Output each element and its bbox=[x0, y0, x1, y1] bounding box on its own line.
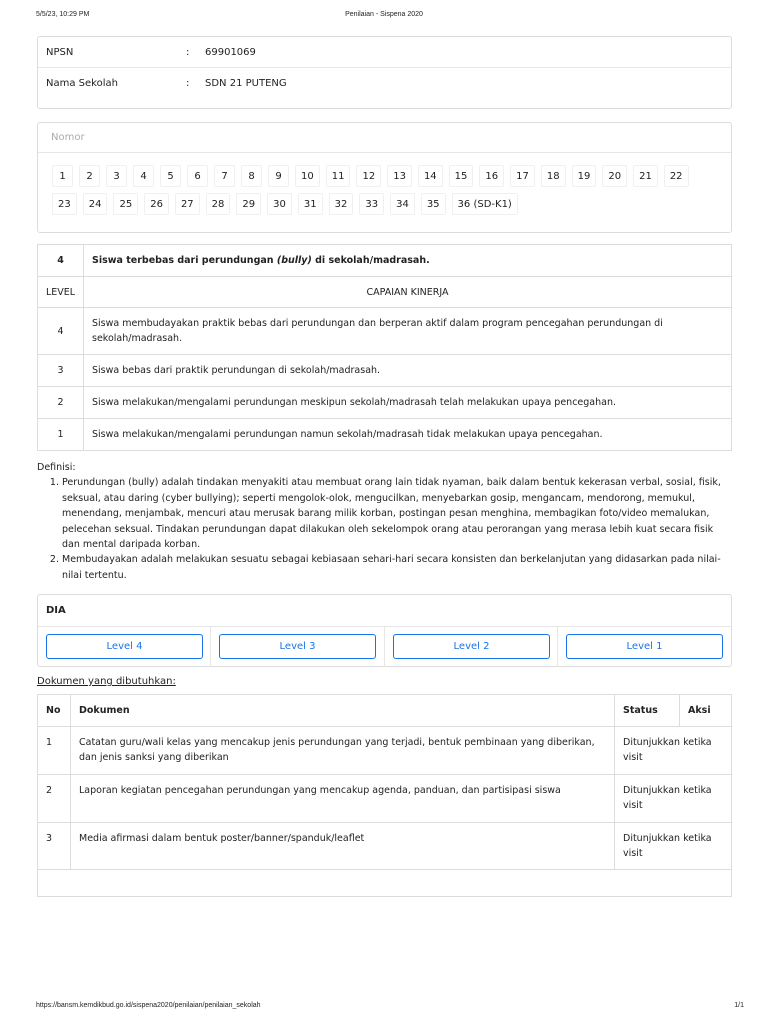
level-row bbox=[38, 387, 732, 419]
definisi-list bbox=[37, 475, 732, 583]
table-row bbox=[38, 727, 732, 775]
level-3-button[interactable]: Level 3 bbox=[219, 634, 376, 659]
school-info-card bbox=[37, 36, 732, 109]
table-row bbox=[38, 774, 732, 822]
nomor-button[interactable]: 27 bbox=[175, 193, 200, 215]
dia-card bbox=[37, 594, 732, 667]
npsn-colon: : bbox=[186, 46, 190, 58]
nomor-button[interactable]: 15 bbox=[449, 165, 474, 187]
definisi-item: 1. Perundungan (bully) adalah tindakan menyakiti atau membuat orang lain tidak nyaman, baik dalam bentuk kekerasan verbal, sosial, fisik, seksual, atau daring (cyber bullying); seperti mengolok-olok, mengucilkan, menyebarkan gosip, mengancam, mendorong, memukul, menendang, menjambak, mencuri atau merusak barang milik korban, postingan pesan menghina, membagikan foto/video memalukan, pelecehan seksual. Tindakan perundungan dapat dilakukan oleh sekelompok orang atau perorangan yang merasa lebih kuat secara fisik dan mental daripada korban. bbox=[62, 475, 732, 552]
doc-status: Ditunjukkan ketika visit bbox=[615, 822, 732, 870]
documents-table bbox=[37, 694, 732, 897]
level-row bbox=[38, 355, 732, 387]
table-footer-row bbox=[38, 870, 732, 897]
level-2-button[interactable]: Level 2 bbox=[393, 634, 550, 659]
level-number: 2 bbox=[38, 387, 84, 419]
nomor-header: Nomor bbox=[38, 123, 731, 153]
level-description: Siswa melakukan/mengalami perundungan meskipun sekolah/madrasah telah melakukan upaya pencegahan. bbox=[84, 387, 732, 419]
nomor-button[interactable]: 11 bbox=[326, 165, 351, 187]
nomor-button[interactable]: 17 bbox=[510, 165, 535, 187]
nomor-row-2 bbox=[52, 193, 524, 215]
table-footer-cell bbox=[38, 870, 732, 897]
definisi-label: Definisi: bbox=[37, 462, 76, 473]
doc-description: Catatan guru/wali kelas yang mencakup jenis perundungan yang terjadi, bentuk pembinaan yang diberikan, dan jenis sanksi yang diberikan bbox=[71, 727, 615, 775]
nomor-button[interactable]: 32 bbox=[329, 193, 354, 215]
nomor-button[interactable]: 29 bbox=[236, 193, 261, 215]
nomor-button[interactable]: 5 bbox=[160, 165, 181, 187]
doc-description: Laporan kegiatan pencegahan perundungan yang mencakup agenda, panduan, dan partisipasi siswa bbox=[71, 774, 615, 822]
nomor-button[interactable]: 35 bbox=[421, 193, 446, 215]
level-row bbox=[38, 419, 732, 451]
col-aksi-header: Aksi bbox=[680, 695, 732, 727]
print-header bbox=[0, 11, 768, 23]
definisi-section bbox=[37, 460, 732, 583]
nomor-button[interactable]: 10 bbox=[295, 165, 320, 187]
nomor-button[interactable]: 2 bbox=[79, 165, 100, 187]
nomor-button[interactable]: 6 bbox=[187, 165, 208, 187]
nomor-button[interactable]: 23 bbox=[52, 193, 77, 215]
level-row bbox=[38, 308, 732, 355]
nomor-button[interactable]: 16 bbox=[479, 165, 504, 187]
definisi-item: 2. Membudayakan adalah melakukan sesuatu sebagai kebiasaan sehari-hari secara konsisten dan berkelanjutan yang didasarkan pada nilai-nilai tertentu. bbox=[62, 552, 732, 583]
doc-no: 2 bbox=[38, 774, 71, 822]
level-description: Siswa bebas dari praktik perundungan di sekolah/madrasah. bbox=[84, 355, 732, 387]
criterion-header-row bbox=[38, 277, 732, 308]
print-datetime: 5/5/23, 10:29 PM bbox=[36, 11, 90, 18]
criterion-title-italic: (bully) bbox=[276, 255, 312, 266]
dokumen-title: Dokumen yang dibutuhkan: bbox=[37, 676, 176, 687]
nomor-button[interactable]: 14 bbox=[418, 165, 443, 187]
nomor-button[interactable]: 19 bbox=[572, 165, 597, 187]
npsn-row bbox=[38, 37, 731, 68]
nomor-button[interactable]: 12 bbox=[356, 165, 381, 187]
documents-header-row bbox=[38, 695, 732, 727]
npsn-value: 69901069 bbox=[205, 46, 256, 58]
nomor-button[interactable]: 8 bbox=[241, 165, 262, 187]
criterion-title-part: Siswa terbebas dari perundungan bbox=[92, 255, 277, 266]
doc-description: Media afirmasi dalam bentuk poster/banner/spanduk/leaflet bbox=[71, 822, 615, 870]
nomor-button[interactable]: 18 bbox=[541, 165, 566, 187]
doc-no: 1 bbox=[38, 727, 71, 775]
criterion-title-part: di sekolah/madrasah. bbox=[311, 255, 430, 266]
criterion-table bbox=[37, 244, 732, 451]
nomor-button[interactable]: 13 bbox=[387, 165, 412, 187]
table-row bbox=[38, 822, 732, 870]
criterion-number: 4 bbox=[38, 245, 84, 277]
npsn-label: NPSN bbox=[46, 46, 74, 58]
col-no-header: No bbox=[38, 695, 71, 727]
school-name-value: SDN 21 PUTENG bbox=[205, 78, 287, 89]
doc-status: Ditunjukkan ketika visit bbox=[615, 727, 732, 775]
criterion-title-row bbox=[38, 245, 732, 277]
col-status-header: Status bbox=[615, 695, 680, 727]
print-page-number: 1/1 bbox=[734, 1002, 744, 1009]
print-title: Penilaian - Sispena 2020 bbox=[345, 11, 423, 18]
school-name-row bbox=[38, 68, 731, 99]
school-name-colon: : bbox=[186, 78, 190, 89]
criterion-title bbox=[84, 245, 732, 277]
nomor-button[interactable]: 36 (SD-K1) bbox=[452, 193, 518, 215]
level-4-button[interactable]: Level 4 bbox=[46, 634, 203, 659]
nomor-button[interactable]: 30 bbox=[267, 193, 292, 215]
nomor-button[interactable]: 22 bbox=[664, 165, 689, 187]
nomor-button[interactable]: 1 bbox=[52, 165, 73, 187]
nomor-card bbox=[37, 122, 732, 233]
level-1-button[interactable]: Level 1 bbox=[566, 634, 723, 659]
nomor-button[interactable]: 33 bbox=[359, 193, 384, 215]
nomor-button[interactable]: 24 bbox=[83, 193, 108, 215]
doc-no: 3 bbox=[38, 822, 71, 870]
print-footer bbox=[0, 1002, 768, 1014]
level-header: LEVEL bbox=[38, 277, 84, 308]
col-dokumen-header: Dokumen bbox=[71, 695, 615, 727]
nomor-button[interactable]: 20 bbox=[602, 165, 627, 187]
capaian-header: CAPAIAN KINERJA bbox=[84, 277, 732, 308]
nomor-button[interactable]: 25 bbox=[113, 193, 138, 215]
nomor-button[interactable]: 34 bbox=[390, 193, 415, 215]
print-url: https://bansm.kemdikbud.go.id/sispena2020/penilaian/penilaian_sekolah bbox=[36, 1002, 261, 1009]
nomor-button[interactable]: 7 bbox=[214, 165, 235, 187]
nomor-button[interactable]: 28 bbox=[206, 193, 231, 215]
level-description: Siswa melakukan/mengalami perundungan namun sekolah/madrasah tidak melakukan upaya pencegahan. bbox=[84, 419, 732, 451]
doc-status: Ditunjukkan ketika visit bbox=[615, 774, 732, 822]
level-number: 3 bbox=[38, 355, 84, 387]
school-name-label: Nama Sekolah bbox=[46, 78, 118, 89]
nomor-row-1 bbox=[52, 165, 695, 187]
nomor-button[interactable]: 31 bbox=[298, 193, 323, 215]
level-number: 4 bbox=[38, 308, 84, 355]
dia-header: DIA bbox=[38, 595, 731, 627]
nomor-button[interactable]: 9 bbox=[268, 165, 289, 187]
level-number: 1 bbox=[38, 419, 84, 451]
nomor-button[interactable]: 4 bbox=[133, 165, 154, 187]
nomor-button[interactable]: 26 bbox=[144, 193, 169, 215]
level-description: Siswa membudayakan praktik bebas dari perundungan dan berperan aktif dalam program pencegahan perundungan di sekolah/madrasah. bbox=[84, 308, 732, 355]
nomor-button[interactable]: 3 bbox=[106, 165, 127, 187]
nomor-button[interactable]: 21 bbox=[633, 165, 658, 187]
